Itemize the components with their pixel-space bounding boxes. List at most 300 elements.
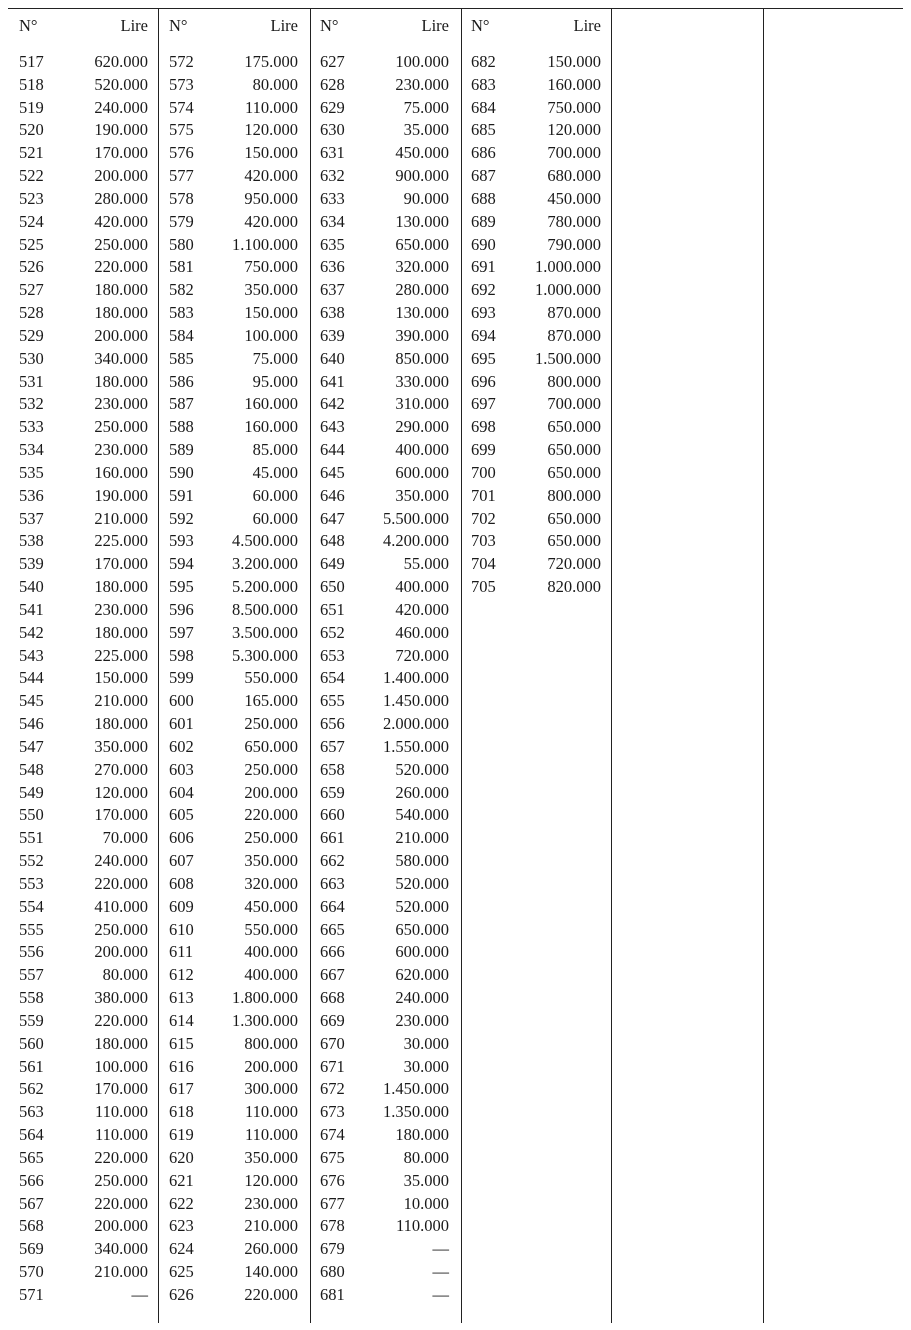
lot-number: 635	[320, 234, 345, 254]
lot-number: 558	[19, 988, 44, 1008]
table-row	[169, 1238, 298, 1260]
lot-number: 682	[471, 52, 496, 71]
lot-price: 950.000	[244, 188, 298, 208]
lot-number: 687	[471, 166, 496, 186]
table-row	[320, 690, 449, 712]
lot-number: 610	[169, 919, 194, 939]
table-row	[320, 713, 449, 735]
lot-price: 140.000	[244, 1261, 298, 1281]
lot-price: 225.000	[94, 645, 148, 665]
lot-number: 534	[19, 440, 44, 460]
lot-price: 450.000	[547, 188, 601, 208]
lot-price: 170.000	[94, 143, 148, 163]
lot-number: 660	[320, 805, 345, 825]
table-row	[471, 530, 601, 552]
table-row	[169, 256, 298, 278]
lot-price: 110.000	[94, 1102, 148, 1122]
lot-price: 260.000	[244, 1239, 298, 1259]
lot-price: 225.000	[94, 531, 148, 551]
table-row	[169, 74, 298, 96]
lot-number: 567	[19, 1193, 44, 1213]
lot-number: 705	[471, 577, 496, 597]
table-row	[19, 393, 148, 415]
lot-price: 250.000	[94, 417, 148, 437]
table-row	[169, 622, 298, 644]
lot-price: 8.500.000	[232, 599, 298, 619]
lot-price: 450.000	[395, 143, 449, 163]
lot-number: 570	[19, 1261, 44, 1281]
table-row	[471, 279, 601, 301]
table-row	[19, 74, 148, 96]
table-row	[320, 325, 449, 347]
table-row	[320, 97, 449, 119]
column-header	[169, 15, 298, 37]
table-row	[320, 599, 449, 621]
table-row	[320, 1147, 449, 1169]
lot-number: 614	[169, 1010, 194, 1030]
table-row	[320, 736, 449, 758]
lot-price: 520.000	[94, 74, 148, 94]
table-row	[320, 485, 449, 507]
table-row	[320, 964, 449, 986]
lot-price: 350.000	[244, 280, 298, 300]
table-row	[19, 302, 148, 324]
lot-number: 693	[471, 303, 496, 323]
lot-number: 612	[169, 965, 194, 985]
lot-price: 320.000	[395, 257, 449, 277]
lot-number: 702	[471, 508, 496, 528]
table-row	[19, 1056, 148, 1078]
lot-number: 694	[471, 325, 496, 345]
table-row	[169, 987, 298, 1009]
table-row	[169, 508, 298, 530]
lot-price: 540.000	[395, 805, 449, 825]
table-row	[169, 165, 298, 187]
lot-number: 573	[169, 74, 194, 94]
table-row	[320, 1170, 449, 1192]
lot-price: 1.100.000	[232, 234, 298, 254]
lot-number: 586	[169, 371, 194, 391]
lot-number: 569	[19, 1239, 44, 1259]
table-row	[320, 645, 449, 667]
table-row	[471, 371, 601, 393]
lot-price: 160.000	[244, 417, 298, 437]
table-row	[19, 919, 148, 941]
lot-number: 532	[19, 394, 44, 414]
lot-number: 540	[19, 577, 44, 597]
table-row	[19, 462, 148, 484]
lot-number: 526	[19, 257, 44, 277]
lot-price: 230.000	[94, 394, 148, 414]
lot-price: 200.000	[244, 1056, 298, 1076]
table-row	[169, 782, 298, 804]
table-row	[169, 485, 298, 507]
lot-price: 220.000	[244, 1284, 298, 1304]
lot-number: 588	[169, 417, 194, 437]
table-row	[320, 416, 449, 438]
lot-price: 120.000	[547, 120, 601, 140]
lot-price: 420.000	[94, 211, 148, 231]
table-row	[169, 1124, 298, 1146]
lot-number: 523	[19, 188, 44, 208]
lot-number: 557	[19, 965, 44, 985]
lot-number: 695	[471, 348, 496, 368]
lot-price: 820.000	[547, 577, 601, 597]
lot-price: —	[432, 1261, 449, 1281]
lot-number: 560	[19, 1033, 44, 1053]
lot-number: 699	[471, 440, 496, 460]
header-value-label: Lire	[421, 16, 449, 35]
lot-number: 696	[471, 371, 496, 391]
lot-price: 210.000	[94, 1261, 148, 1281]
table-row	[471, 439, 601, 461]
lot-price: 600.000	[395, 462, 449, 482]
lot-price: 580.000	[395, 851, 449, 871]
lot-number: 698	[471, 417, 496, 437]
table-row	[19, 325, 148, 347]
table-row	[19, 553, 148, 575]
table-row	[169, 827, 298, 849]
lot-number: 628	[320, 74, 345, 94]
lot-price: 5.300.000	[232, 645, 298, 665]
table-row	[169, 348, 298, 370]
lot-number: 645	[320, 462, 345, 482]
lot-number: 521	[19, 143, 44, 163]
table-row	[320, 371, 449, 393]
table-row	[471, 393, 601, 415]
lot-price: 340.000	[94, 348, 148, 368]
lot-number: 658	[320, 759, 345, 779]
lot-number: 577	[169, 166, 194, 186]
table-row	[320, 74, 449, 96]
lot-price: 100.000	[94, 1056, 148, 1076]
table-row	[169, 393, 298, 415]
lot-number: 631	[320, 143, 345, 163]
lot-price: 520.000	[395, 759, 449, 779]
lot-price: 270.000	[94, 759, 148, 779]
lot-number: 648	[320, 531, 345, 551]
lot-number: 641	[320, 371, 345, 391]
table-row	[320, 759, 449, 781]
table-row	[19, 804, 148, 826]
lot-number: 647	[320, 508, 345, 528]
top-rule	[8, 8, 903, 9]
lot-number: 642	[320, 394, 345, 414]
table-row	[320, 804, 449, 826]
lot-price: 230.000	[94, 599, 148, 619]
header-number-label: N°	[169, 16, 188, 35]
lot-number: 632	[320, 166, 345, 186]
lot-number: 684	[471, 97, 496, 117]
lot-number: 650	[320, 577, 345, 597]
table-row	[320, 1033, 449, 1055]
lot-price: 870.000	[547, 303, 601, 323]
lot-price: 5.200.000	[232, 577, 298, 597]
table-row	[471, 188, 601, 210]
lot-number: 623	[169, 1216, 194, 1236]
lot-price: 420.000	[395, 599, 449, 619]
table-row	[19, 1193, 148, 1215]
table-row	[19, 416, 148, 438]
lot-number: 616	[169, 1056, 194, 1076]
lot-price: 720.000	[547, 554, 601, 574]
table-row	[320, 919, 449, 941]
lot-price: 650.000	[395, 919, 449, 939]
table-row	[320, 142, 449, 164]
lot-price: 220.000	[94, 1147, 148, 1167]
lot-price: 175.000	[244, 52, 298, 71]
lot-price: 250.000	[244, 828, 298, 848]
table-row	[19, 348, 148, 370]
table-row	[471, 576, 601, 598]
lot-number: 582	[169, 280, 194, 300]
table-row	[471, 74, 601, 96]
table-row	[19, 782, 148, 804]
lot-number: 542	[19, 622, 44, 642]
lot-price: 170.000	[94, 805, 148, 825]
lot-number: 591	[169, 485, 194, 505]
lot-number: 559	[19, 1010, 44, 1030]
table-row	[169, 1033, 298, 1055]
lot-number: 592	[169, 508, 194, 528]
lot-price: 620.000	[395, 965, 449, 985]
table-row	[19, 142, 148, 164]
table-row	[169, 850, 298, 872]
lot-price: 900.000	[395, 166, 449, 186]
lot-number: 529	[19, 325, 44, 345]
lot-price: 230.000	[244, 1193, 298, 1213]
table-row	[19, 1033, 148, 1055]
lot-price: 520.000	[395, 896, 449, 916]
lot-number: 644	[320, 440, 345, 460]
lot-price: 850.000	[395, 348, 449, 368]
lot-price: 650.000	[547, 417, 601, 437]
lot-price: 200.000	[94, 325, 148, 345]
lot-price: 220.000	[94, 873, 148, 893]
lot-price: 870.000	[547, 325, 601, 345]
lot-number: 594	[169, 554, 194, 574]
lot-price: 350.000	[244, 1147, 298, 1167]
lot-price: 30.000	[403, 1033, 449, 1053]
lot-price: 1.450.000	[383, 691, 449, 711]
lot-number: 541	[19, 599, 44, 619]
table-row	[320, 165, 449, 187]
lot-price: 650.000	[547, 531, 601, 551]
lot-price: 350.000	[244, 851, 298, 871]
lot-number: 677	[320, 1193, 345, 1213]
lot-price: 180.000	[94, 577, 148, 597]
lot-number: 548	[19, 759, 44, 779]
table-row	[169, 713, 298, 735]
lot-number: 674	[320, 1125, 345, 1144]
header-value-label: Lire	[270, 16, 298, 35]
lot-price: 130.000	[395, 303, 449, 323]
table-row	[19, 599, 148, 621]
lot-price: 230.000	[395, 1010, 449, 1030]
table-row	[19, 234, 148, 256]
lot-number: 663	[320, 873, 345, 893]
lot-price: 400.000	[395, 577, 449, 597]
lot-price: 400.000	[244, 942, 298, 962]
table-row	[19, 530, 148, 552]
lot-price: 1.450.000	[383, 1079, 449, 1099]
table-row	[19, 97, 148, 119]
table-row	[19, 622, 148, 644]
lot-price: 1.550.000	[383, 736, 449, 756]
lot-price: 180.000	[94, 714, 148, 734]
table-row	[320, 553, 449, 575]
lot-price: 150.000	[244, 303, 298, 323]
lot-price: 240.000	[94, 851, 148, 871]
table-row	[19, 1261, 148, 1283]
table-row	[320, 782, 449, 804]
lot-price: 800.000	[547, 371, 601, 391]
lot-price: 800.000	[244, 1033, 298, 1053]
table-row	[169, 279, 298, 301]
lot-number: 547	[19, 736, 44, 756]
lot-price: 750.000	[244, 257, 298, 277]
lot-number: 667	[320, 965, 345, 985]
lot-number: 646	[320, 485, 345, 505]
lot-number: 643	[320, 417, 345, 437]
table-row	[19, 964, 148, 986]
lot-price: 240.000	[395, 988, 449, 1008]
column-header	[19, 15, 148, 37]
lot-price: 290.000	[395, 417, 449, 437]
lot-number: 552	[19, 851, 44, 871]
lot-number: 690	[471, 234, 496, 254]
lot-price: 4.200.000	[383, 531, 449, 551]
lot-price: 150.000	[547, 52, 601, 71]
lot-price: 110.000	[244, 1102, 298, 1122]
lot-number: 680	[320, 1261, 345, 1281]
lot-price: 410.000	[94, 896, 148, 916]
table-row	[19, 1170, 148, 1192]
lot-number: 685	[471, 120, 496, 140]
lot-number: 608	[169, 873, 194, 893]
lot-price: 320.000	[244, 873, 298, 893]
table-row	[19, 279, 148, 301]
lot-number: 613	[169, 988, 194, 1008]
table-row	[169, 325, 298, 347]
column-header	[320, 15, 449, 37]
table-row	[320, 188, 449, 210]
lot-number: 697	[471, 394, 496, 414]
lot-price: 75.000	[403, 97, 449, 117]
table-row	[169, 873, 298, 895]
table-row	[19, 713, 148, 735]
lot-price: 35.000	[403, 1170, 449, 1190]
lot-price: 260.000	[395, 782, 449, 802]
lot-number: 572	[169, 52, 194, 71]
lot-price: 130.000	[395, 211, 449, 231]
lot-price: 10.000	[403, 1193, 449, 1213]
table-row	[320, 1261, 449, 1283]
lot-price: 420.000	[244, 166, 298, 186]
lot-price: 220.000	[94, 257, 148, 277]
lot-number: 629	[320, 97, 345, 117]
lot-number: 595	[169, 577, 194, 597]
lot-price: 1.300.000	[232, 1010, 298, 1030]
lot-number: 546	[19, 714, 44, 734]
lot-price: 55.000	[403, 554, 449, 574]
lot-number: 636	[320, 257, 345, 277]
table-row	[320, 1101, 449, 1123]
lot-number: 626	[169, 1284, 194, 1304]
table-row	[471, 508, 601, 530]
lot-number: 553	[19, 873, 44, 893]
lot-price: 600.000	[395, 942, 449, 962]
table-row	[320, 439, 449, 461]
table-row	[19, 576, 148, 598]
lot-number: 675	[320, 1147, 345, 1167]
lot-price: 4.500.000	[232, 531, 298, 551]
lot-number: 584	[169, 325, 194, 345]
table-row	[19, 485, 148, 507]
lot-price: 160.000	[94, 462, 148, 482]
lot-number: 622	[169, 1193, 194, 1213]
table-row	[320, 1284, 449, 1306]
lot-price: 170.000	[94, 1079, 148, 1099]
lot-price: 700.000	[547, 394, 601, 414]
lot-number: 670	[320, 1033, 345, 1053]
lot-number: 599	[169, 668, 194, 688]
table-row	[320, 211, 449, 233]
table-row	[169, 1056, 298, 1078]
table-row	[320, 51, 449, 73]
lot-price: 45.000	[252, 462, 298, 482]
header-value-label: Lire	[573, 16, 601, 35]
lot-number: 617	[169, 1079, 194, 1099]
table-row	[320, 1078, 449, 1100]
lot-price: 210.000	[244, 1216, 298, 1236]
lot-number: 519	[19, 97, 44, 117]
lot-price: 790.000	[547, 234, 601, 254]
table-row	[19, 667, 148, 689]
lot-number: 575	[169, 120, 194, 140]
table-row	[169, 371, 298, 393]
table-row	[19, 873, 148, 895]
lot-price: 190.000	[94, 120, 148, 140]
table-row	[320, 622, 449, 644]
lot-price: 100.000	[244, 325, 298, 345]
table-row	[169, 645, 298, 667]
lot-price: 340.000	[94, 1239, 148, 1259]
table-row	[169, 804, 298, 826]
lot-price: 1.000.000	[535, 280, 601, 300]
lot-price: 190.000	[94, 485, 148, 505]
table-row	[19, 1010, 148, 1032]
lot-number: 589	[169, 440, 194, 460]
table-row	[19, 211, 148, 233]
table-row	[471, 256, 601, 278]
lot-price: 70.000	[102, 828, 148, 848]
table-row	[320, 508, 449, 530]
lot-price: 180.000	[395, 1125, 449, 1144]
lot-price: 650.000	[547, 462, 601, 482]
lot-price: 460.000	[395, 622, 449, 642]
table-row	[19, 850, 148, 872]
lot-number: 664	[320, 896, 345, 916]
lot-price: 180.000	[94, 280, 148, 300]
lot-number: 678	[320, 1216, 345, 1236]
lot-number: 555	[19, 919, 44, 939]
lot-number: 527	[19, 280, 44, 300]
column-header	[471, 15, 601, 37]
table-row	[169, 302, 298, 324]
table-row	[320, 256, 449, 278]
lot-price: 550.000	[244, 668, 298, 688]
